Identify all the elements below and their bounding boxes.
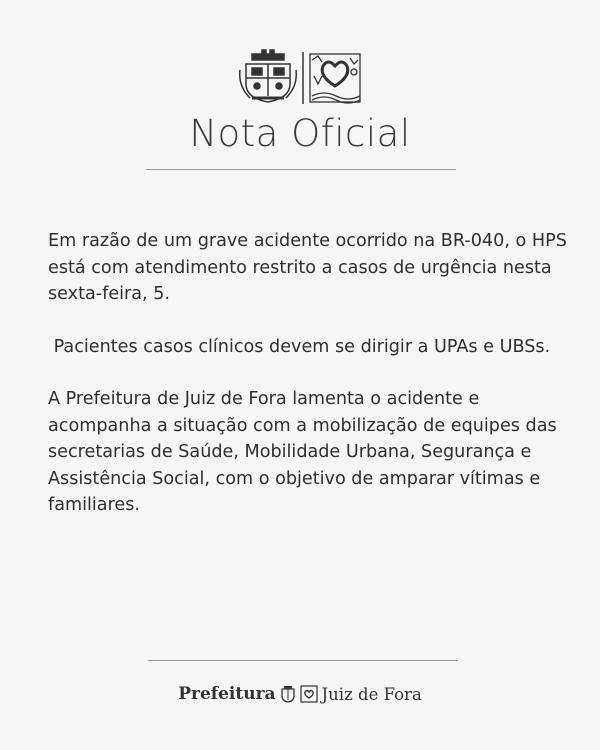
page-title: Nota Oficial (189, 112, 411, 155)
footer-brand (0, 684, 600, 704)
footer-divider (148, 660, 458, 661)
coat-of-arms-icon (240, 50, 297, 102)
footer-brand-regular: Juiz de Fora (321, 684, 422, 704)
paragraph-accident: Em razão de um grave acidente ocorrido na BR-040, o HPS está com atendimento restrito a casos de urgência nesta sexta-feira, 5. (48, 231, 567, 304)
notice-body (48, 228, 568, 545)
paragraph-patients: Pacientes casos clínicos devem se dirigir a UPAs e UBSs. (48, 336, 551, 357)
heart-emblem-icon (310, 54, 360, 103)
prefeitura-logo (238, 46, 364, 106)
footer-brand-bold: Prefeitura (178, 684, 276, 704)
paragraph-prefeitura: A Prefeitura de Juiz de Fora lamenta o acidente e acompanha a situação com a mobilização de equipes das secretarias de Saúde, Mobilidade Urbana, Segurança e Assistência Social, com o objetivo de amparar vítimas e familiares. (48, 389, 557, 515)
small-heart-emblem-icon (300, 685, 318, 703)
small-coat-of-arms-icon (280, 685, 296, 703)
title-divider (146, 169, 456, 170)
